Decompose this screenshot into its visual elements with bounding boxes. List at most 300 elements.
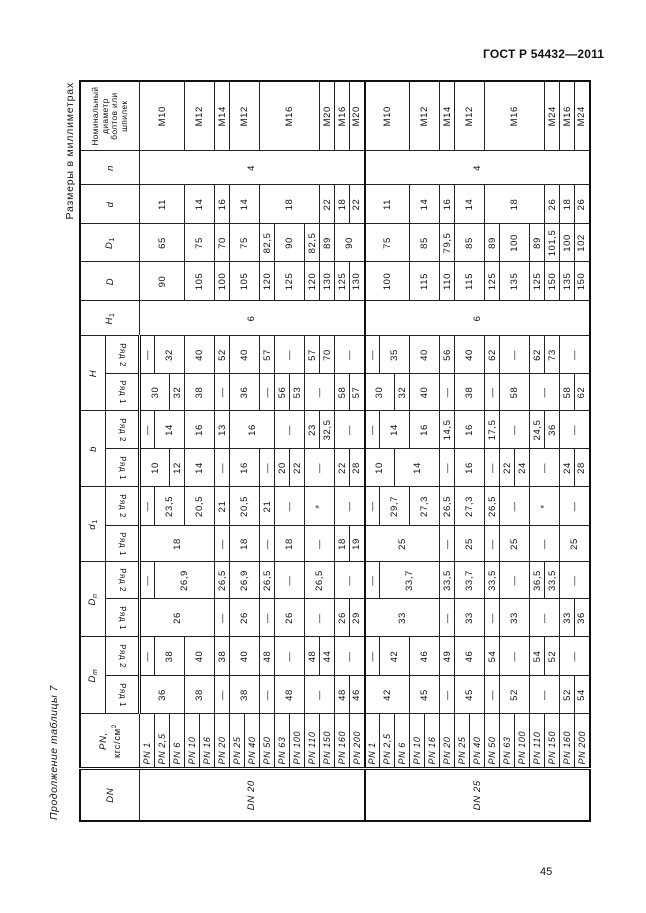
cell-D: 105 [230, 262, 260, 301]
cell-b1: — [305, 449, 335, 487]
header-dm-sub: m [92, 668, 99, 675]
cell-d11: — [440, 526, 455, 562]
cell-pn: PN 20 [215, 714, 230, 769]
cell-h2: — [365, 336, 380, 374]
cell-dn1: 26 [275, 599, 305, 637]
cell-dm2: — [500, 637, 530, 676]
cell-b1: — [485, 449, 500, 487]
cell-d11: — [485, 526, 500, 562]
cell-pn: PN 16 [200, 714, 215, 769]
cell-bolt: M16 [335, 81, 350, 151]
cell-dn1: — [440, 599, 455, 637]
cell-b1: 24 [515, 449, 530, 487]
cell-D: 125 [530, 262, 545, 301]
cell-b2: — [335, 411, 365, 449]
cell-h2: — [140, 336, 155, 374]
header-pn [80, 714, 140, 769]
cell-d12: 27,3 [455, 487, 485, 526]
cell-bolt: M12 [230, 81, 260, 151]
header-dn: DN [80, 769, 140, 821]
cell-bolt: M10 [365, 81, 410, 151]
cell-h2: 40 [410, 336, 440, 374]
cell-h2: 62 [530, 336, 545, 374]
cell-dm2: — [275, 637, 305, 676]
cell-d12: 20,5 [185, 487, 215, 526]
cell-bolt: M12 [410, 81, 440, 151]
cell-n: 4 [140, 151, 365, 185]
cell-D1: 89 [485, 224, 500, 262]
cell-d: 18 [335, 185, 350, 224]
cell-d12: — [275, 487, 305, 526]
cell-b2: 36 [545, 411, 560, 449]
cell-dm2: 38 [215, 637, 230, 676]
cell-h1: 30 [365, 374, 395, 411]
cell-H1: 6 [140, 301, 365, 336]
cell-dm2: 38 [155, 637, 185, 676]
cell-D1: 75 [185, 224, 215, 262]
header-row-series-1 [106, 374, 140, 411]
cell-dm2: 40 [185, 637, 215, 676]
cell-d: 18 [485, 185, 545, 224]
header-row-series-1 [106, 526, 140, 562]
header-h1-sub: 1 [109, 312, 116, 317]
page-number: 45 [540, 866, 553, 878]
cell-d11: 18 [335, 526, 350, 562]
table-body [140, 81, 590, 821]
cell-dm1: — [440, 676, 455, 714]
cell-dn1: 33 [560, 599, 575, 637]
cell-b1: 10 [140, 449, 170, 487]
cell-b1: 10 [365, 449, 395, 487]
header-row-series-1 [106, 676, 140, 714]
cell-dn1: 36 [575, 599, 590, 637]
cell-b2: 16 [455, 411, 485, 449]
cell-dm1: 45 [410, 676, 440, 714]
cell-d: 11 [140, 185, 185, 224]
header-D1-label: D [104, 241, 115, 249]
cell-d12: 23,5 [155, 487, 185, 526]
cell-h2: 40 [185, 336, 215, 374]
rotated-table-block [48, 82, 588, 822]
header-D1-sub: 1 [109, 236, 116, 242]
cell-b2: 24,5 [530, 411, 545, 449]
cell-dm1: 36 [140, 676, 185, 714]
cell-bolt: M14 [440, 81, 455, 151]
cell-pn: PN 16 [425, 714, 440, 769]
header-b: b [80, 411, 106, 487]
table-row [440, 81, 455, 821]
cell-h2: 52 [215, 336, 230, 374]
cell-dm2: — [335, 637, 365, 676]
cell-bolt: M12 [185, 81, 215, 151]
document-standard-header: ГОСТ Р 54432—2011 [483, 47, 605, 61]
cell-pn: PN 10 [410, 714, 425, 769]
cell-b2: 14 [380, 411, 410, 449]
cell-dn1: — [260, 599, 275, 637]
cell-dm1: — [305, 676, 335, 714]
cell-dm2: 40 [230, 637, 260, 676]
cell-dn2: 36,5 [530, 562, 545, 599]
cell-b1: — [530, 449, 560, 487]
cell-D: 150 [575, 262, 590, 301]
cell-pn: PN 2,5 [380, 714, 395, 769]
cell-h2: — [560, 336, 590, 374]
cell-h2: 40 [455, 336, 485, 374]
cell-d: 26 [575, 185, 590, 224]
table-row [140, 81, 155, 821]
cell-d12: 21 [215, 487, 230, 526]
table-row [350, 81, 365, 821]
header-dn-diameter-label: D [87, 598, 98, 606]
header-h1 [80, 301, 140, 336]
cell-h1: 30 [140, 374, 170, 411]
cell-dn2: 26,9 [155, 562, 215, 599]
cell-h1: — [530, 374, 560, 411]
cell-dm1: 46 [350, 676, 365, 714]
cell-dn1: — [305, 599, 335, 637]
cell-d: 14 [185, 185, 215, 224]
cell-b1: 28 [350, 449, 365, 487]
cell-pn: PN 160 [560, 714, 575, 769]
header-row-series-1 [106, 599, 140, 637]
cell-d12: — [500, 487, 530, 526]
cell-d12: — [365, 487, 380, 526]
cell-d: 22 [350, 185, 365, 224]
cell-dn2: — [500, 562, 530, 599]
header-row-series-1 [106, 449, 140, 487]
cell-h1: 58 [500, 374, 530, 411]
cell-d: 14 [410, 185, 440, 224]
cell-dn2: 26,9 [230, 562, 260, 599]
cell-dm1: — [530, 676, 560, 714]
cell-h1: 36 [230, 374, 260, 411]
header-dn-diameter-sub: n [92, 593, 99, 599]
cell-b2: — [140, 411, 155, 449]
table-row [215, 81, 230, 821]
cell-b1: 20 [275, 449, 290, 487]
units-note: Размеры в миллиметрах [64, 82, 76, 220]
cell-D: 120 [305, 262, 320, 301]
cell-pn: PN 110 [305, 714, 320, 769]
cell-d11: 25 [365, 526, 440, 562]
cell-D: 90 [140, 262, 185, 301]
cell-d12: * [530, 487, 560, 526]
cell-d12: — [560, 487, 590, 526]
cell-dn1: 33 [455, 599, 485, 637]
header-pn-unit-sup: 2 [110, 724, 118, 729]
table-row [260, 81, 275, 821]
cell-dm1: 42 [365, 676, 410, 714]
cell-h1: 62 [575, 374, 590, 411]
table-row [485, 81, 500, 821]
cell-d11: — [260, 526, 275, 562]
cell-h2: 62 [485, 336, 500, 374]
cell-b1: 14 [395, 449, 440, 487]
cell-b2: 17,5 [485, 411, 500, 449]
cell-h2: 70 [320, 336, 335, 374]
cell-dn2: 26,5 [260, 562, 275, 599]
cell-dm1: 38 [185, 676, 215, 714]
cell-bolt: M24 [575, 81, 590, 151]
cell-D1: 82,5 [305, 224, 320, 262]
cell-dn1: 26 [335, 599, 350, 637]
cell-D1: 90 [335, 224, 365, 262]
cell-dn2: — [365, 562, 380, 599]
cell-dm2: — [560, 637, 590, 676]
cell-h1: 32 [170, 374, 185, 411]
table-row [230, 81, 245, 821]
cell-D1: 89 [320, 224, 335, 262]
cell-pn: PN 150 [320, 714, 335, 769]
cell-D: 115 [455, 262, 485, 301]
cell-pn: PN 25 [455, 714, 470, 769]
cell-dn2: 33,5 [440, 562, 455, 599]
cell-dm1: 54 [575, 676, 590, 714]
cell-D1: 75 [365, 224, 410, 262]
cell-D1: 85 [455, 224, 485, 262]
cell-dn1: 33 [365, 599, 440, 637]
cell-b2: — [500, 411, 530, 449]
cell-d12: 20,5 [230, 487, 260, 526]
cell-bolt: M24 [545, 81, 560, 151]
cell-b1: — [260, 449, 275, 487]
cell-dm1: 38 [230, 676, 260, 714]
cell-D1: 101,5 [545, 224, 560, 262]
cell-h1: 32 [395, 374, 410, 411]
cell-dm2: 48 [260, 637, 275, 676]
header-pn-label: PN, [97, 732, 109, 750]
cell-pn: PN 50 [485, 714, 500, 769]
cell-dn1: 33 [500, 599, 530, 637]
cell-D: 130 [350, 262, 365, 301]
cell-pn: PN 10 [185, 714, 200, 769]
header-row-series-2 [106, 336, 140, 374]
cell-bolt: M14 [215, 81, 230, 151]
table-row [335, 81, 350, 821]
cell-b1: 24 [560, 449, 575, 487]
header-dn-diameter [80, 562, 106, 637]
cell-D: 125 [335, 262, 350, 301]
cell-pn: PN 50 [260, 714, 275, 769]
cell-h2: 57 [260, 336, 275, 374]
cell-bolt: M16 [485, 81, 545, 151]
row-series-label: Ряд 2 [117, 418, 127, 442]
cell-d12: — [140, 487, 155, 526]
cell-d11: — [215, 526, 230, 562]
cell-pn: PN 20 [440, 714, 455, 769]
cell-dm2: 46 [455, 637, 485, 676]
cell-D1: 70 [215, 224, 230, 262]
cell-D1: 102 [575, 224, 590, 262]
cell-dn1: 26 [140, 599, 215, 637]
cell-D: 110 [440, 262, 455, 301]
cell-d: 18 [260, 185, 320, 224]
cell-b1: 12 [170, 449, 185, 487]
header-d1 [80, 487, 106, 562]
cell-D1: 65 [140, 224, 185, 262]
header-D1 [80, 224, 140, 262]
cell-pn: PN 40 [245, 714, 260, 769]
row-series-label: Ряд 1 [117, 606, 127, 630]
cell-dm1: 48 [335, 676, 350, 714]
cell-dm2: 54 [530, 637, 545, 676]
cell-d11: 25 [500, 526, 530, 562]
cell-h1: 58 [335, 374, 350, 411]
cell-D1: 100 [500, 224, 530, 262]
cell-dn2: — [335, 562, 365, 599]
cell-d: 26 [545, 185, 560, 224]
cell-D: 130 [320, 262, 335, 301]
cell-d: 16 [440, 185, 455, 224]
cell-b2: — [365, 411, 380, 449]
cell-h2: 73 [545, 336, 560, 374]
cell-pn: PN 1 [365, 714, 380, 769]
cell-pn: PN 6 [170, 714, 185, 769]
cell-D1: 79,5 [440, 224, 455, 262]
table-row [455, 81, 470, 821]
cell-pn: PN 160 [335, 714, 350, 769]
flange-dimensions-table [79, 80, 591, 822]
header-row-series-2 [106, 637, 140, 676]
cell-h2: — [275, 336, 305, 374]
cell-pn: PN 25 [230, 714, 245, 769]
cell-dm1: — [260, 676, 275, 714]
cell-h1: — [260, 374, 275, 411]
header-d1-label: d [87, 523, 98, 530]
cell-dn2: 33,7 [455, 562, 485, 599]
cell-pn: PN 40 [470, 714, 485, 769]
cell-pn: PN 1 [140, 714, 155, 769]
cell-dn1: — [485, 599, 500, 637]
header-dm-label: D [87, 674, 98, 683]
row-series-label: Ряд 2 [117, 343, 127, 367]
cell-D: 125 [485, 262, 500, 301]
cell-b1: — [215, 449, 230, 487]
cell-d12: — [335, 487, 365, 526]
cell-b1: 14 [185, 449, 215, 487]
cell-d: 16 [215, 185, 230, 224]
cell-h1: 53 [290, 374, 305, 411]
cell-d: 14 [230, 185, 260, 224]
cell-d: 11 [365, 185, 410, 224]
cell-dn1: 26 [230, 599, 260, 637]
cell-dn1: 29 [350, 599, 365, 637]
header-pn-unit: кгс/см [111, 728, 123, 758]
cell-pn: PN 200 [350, 714, 365, 769]
cell-d12: 26,5 [440, 487, 455, 526]
cell-pn: PN 2,5 [155, 714, 170, 769]
cell-d12: 27,3 [410, 487, 440, 526]
cell-b2: 32,5 [320, 411, 335, 449]
cell-D1: 75 [230, 224, 260, 262]
cell-bolt: M12 [455, 81, 485, 151]
cell-dm2: 49 [440, 637, 455, 676]
cell-h1: 38 [185, 374, 215, 411]
cell-dm1: 48 [275, 676, 305, 714]
cell-d11: 25 [560, 526, 590, 562]
cell-b1: 22 [290, 449, 305, 487]
row-series-label: Ряд 1 [117, 683, 127, 707]
cell-D: 100 [365, 262, 410, 301]
cell-d12: * [305, 487, 335, 526]
cell-dm1: — [485, 676, 500, 714]
cell-pn: PN 100 [290, 714, 305, 769]
cell-d11: 19 [350, 526, 365, 562]
cell-dn2: 33,7 [380, 562, 440, 599]
cell-D1: 82,5 [260, 224, 275, 262]
cell-D: 125 [275, 262, 305, 301]
cell-d12: 29,7 [380, 487, 410, 526]
cell-d11: 18 [140, 526, 215, 562]
cell-dn2: 33,5 [545, 562, 560, 599]
header-h1-label: H [104, 316, 115, 325]
cell-b2: 16 [185, 411, 215, 449]
cell-h1: — [440, 374, 455, 411]
cell-dm1: 52 [500, 676, 530, 714]
cell-pn: PN 200 [575, 714, 590, 769]
cell-d11: — [530, 526, 560, 562]
cell-dm2: 48 [305, 637, 320, 676]
cell-D1: 90 [275, 224, 305, 262]
cell-b1: 22 [500, 449, 515, 487]
cell-h1: 58 [560, 374, 575, 411]
cell-D1: 89 [530, 224, 545, 262]
cell-D: 135 [560, 262, 575, 301]
table-row [560, 81, 575, 821]
header-bolt-diameter: Номинальный диаметр болтов или шпилек [80, 81, 140, 151]
cell-dn: DN 20 [140, 769, 365, 821]
cell-h2: 35 [380, 336, 410, 374]
cell-D1: 100 [560, 224, 575, 262]
cell-D1: 85 [410, 224, 440, 262]
cell-pn: PN 150 [545, 714, 560, 769]
cell-n: 4 [365, 151, 590, 185]
header-row-series-2 [106, 487, 140, 526]
cell-D: 105 [185, 262, 215, 301]
cell-h2: — [500, 336, 530, 374]
cell-b1: 22 [335, 449, 350, 487]
cell-d12: 21 [260, 487, 275, 526]
cell-d11: 18 [275, 526, 305, 562]
cell-h1: 38 [455, 374, 485, 411]
cell-dn1: — [215, 599, 230, 637]
header-n: n [80, 151, 140, 185]
cell-bolt: M16 [560, 81, 575, 151]
cell-b2: 16 [410, 411, 440, 449]
row-series-label: Ряд 1 [117, 456, 127, 480]
cell-h2: 32 [155, 336, 185, 374]
cell-b2: — [560, 411, 590, 449]
cell-h2: 40 [230, 336, 260, 374]
cell-D: 135 [500, 262, 530, 301]
cell-b1: — [440, 449, 455, 487]
cell-b2: 14 [155, 411, 185, 449]
cell-d: 18 [560, 185, 575, 224]
table-row [575, 81, 590, 821]
header-dm [80, 637, 106, 714]
cell-d11: 25 [455, 526, 485, 562]
cell-h1: — [215, 374, 230, 411]
row-series-label: Ряд 2 [117, 494, 127, 519]
cell-h1: 57 [350, 374, 365, 411]
cell-D: 115 [410, 262, 440, 301]
cell-d11: — [305, 526, 335, 562]
header-row-series-2 [106, 411, 140, 449]
cell-b1: 28 [575, 449, 590, 487]
cell-dn: DN 25 [365, 769, 590, 821]
cell-dm2: 54 [485, 637, 500, 676]
cell-D: 120 [260, 262, 275, 301]
